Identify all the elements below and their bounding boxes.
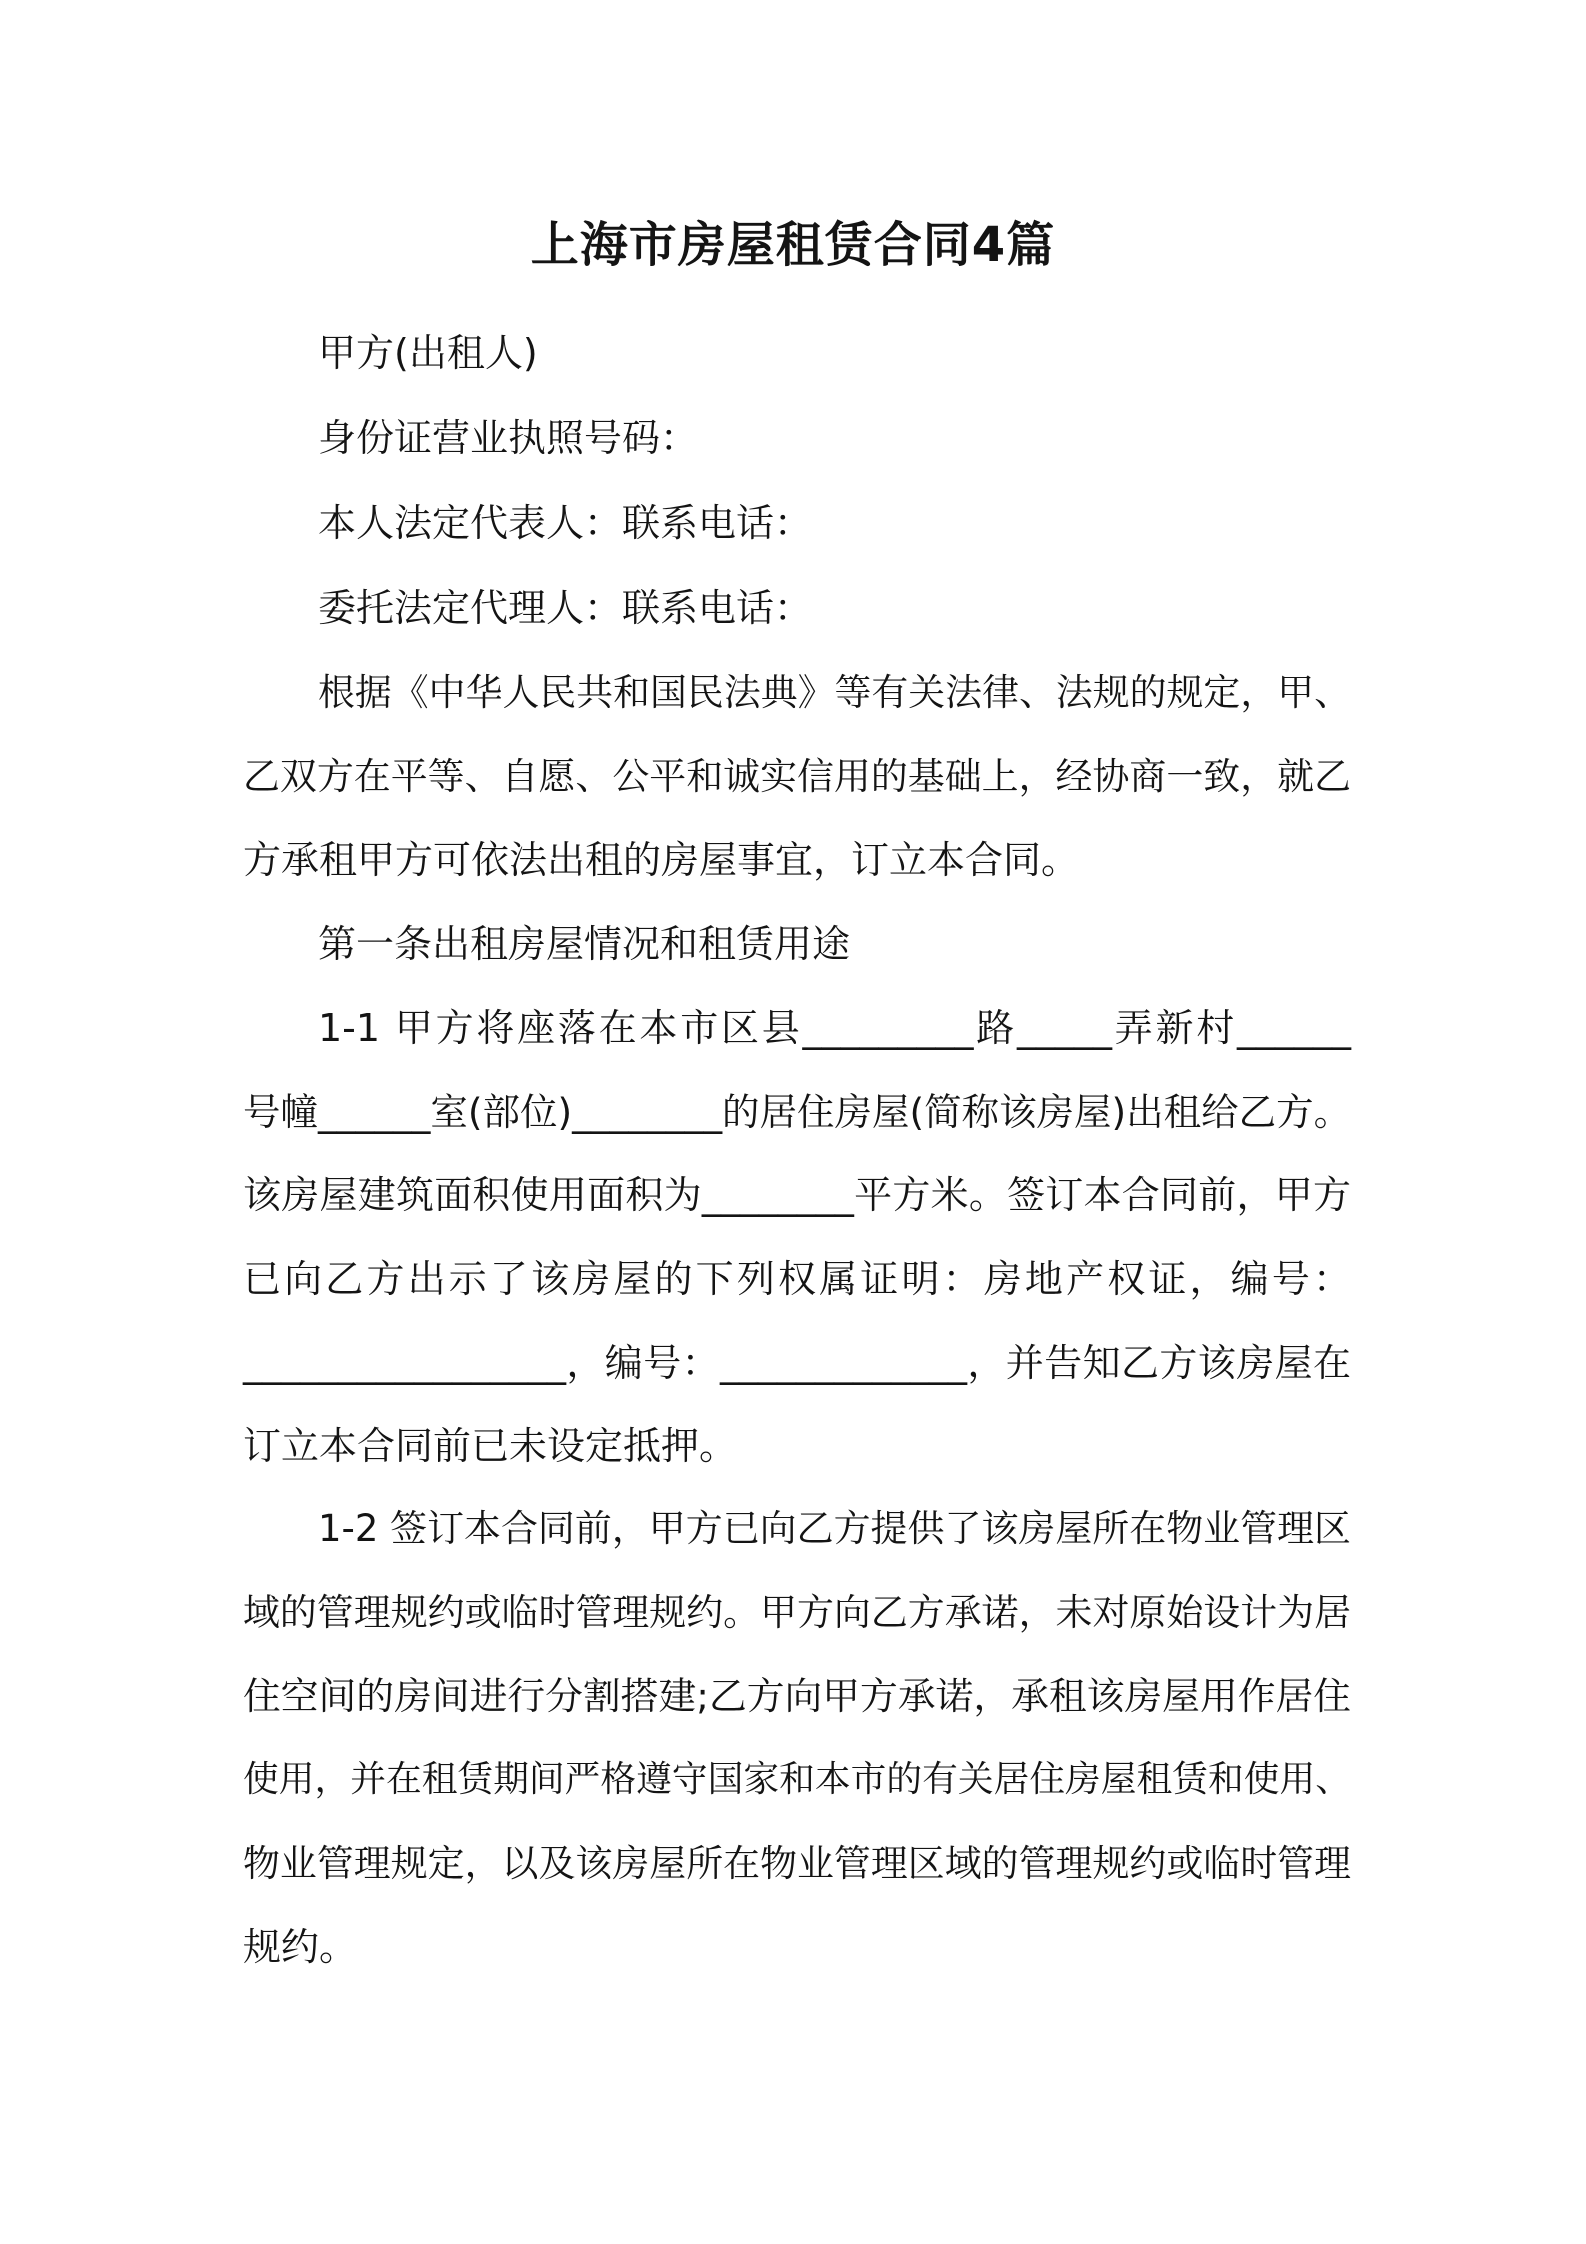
paragraph-line: 住空间的房间进行分割搭建;乙方向甲方承诺，承租该房屋用作居住 [243, 1674, 1351, 1718]
paragraph-line: 物业管理规定，以及该房屋所在物业管理区域的管理规约或临时管理 [243, 1842, 1351, 1885]
paragraph-line: _________________，编号：_____________，并告知乙方该房屋在 [243, 1341, 1351, 1385]
paragraph-line: 规约。 [243, 1925, 358, 1969]
agent-line: 委托法定代理人：联系电话： [318, 586, 813, 630]
id-license-line: 身份证营业执照号码： [318, 416, 699, 460]
section-heading: 第一条出租房屋情况和租赁用途 [318, 922, 851, 966]
paragraph-line: 域的管理规约或临时管理规约。甲方向乙方承诺，未对原始设计为居 [243, 1591, 1351, 1634]
document-title: 上海市房屋租赁合同4篇 [530, 217, 1056, 273]
paragraph-line: 方承租甲方可依法出租的房屋事宜，订立本合同。 [243, 838, 1080, 882]
paragraph-line: 已向乙方出示了该房屋的下列权属证明：房地产权证，编号： [243, 1257, 1351, 1301]
paragraph-line: 号幢______室(部位)________的居住房屋(简称该房屋)出租给乙方。 [243, 1090, 1352, 1134]
legal-rep-line: 本人法定代表人：联系电话： [318, 501, 813, 545]
party-a-line: 甲方(出租人) [318, 331, 538, 375]
paragraph-line: 订立本合同前已未设定抵押。 [243, 1424, 738, 1468]
paragraph-line: 乙双方在平等、自愿、公平和诚实信用的基础上，经协商一致，就乙 [243, 755, 1351, 798]
paragraph-line: 该房屋建筑面积使用面积为________平方米。签订本合同前，甲方 [243, 1173, 1351, 1217]
paragraph-line: 使用，并在租赁期间严格遵守国家和本市的有关居住房屋租赁和使用、 [243, 1759, 1351, 1800]
paragraph-line: 1-1 甲方将座落在本市区县_________路_____弄新村______ [318, 1006, 1351, 1050]
paragraph-line: 1-2 签订本合同前，甲方已向乙方提供了该房屋所在物业管理区 [318, 1507, 1351, 1550]
paragraph-line: 根据《中华人民共和国民法典》等有关法律、法规的规定，甲、 [318, 671, 1351, 714]
